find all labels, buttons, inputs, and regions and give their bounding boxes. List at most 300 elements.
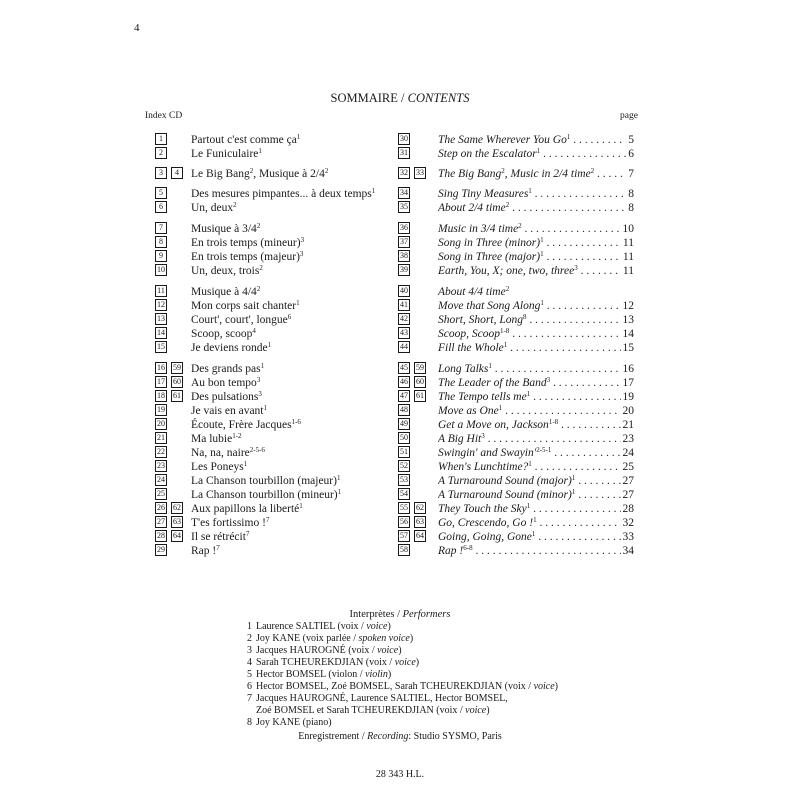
toc-entry-fr	[155, 167, 385, 182]
entry-title	[191, 264, 263, 279]
entry-title	[191, 313, 291, 328]
entry-title	[191, 474, 340, 489]
cd-track-box: 38	[400, 251, 408, 261]
title-text: Musique à 3/4	[191, 223, 257, 235]
entry-title	[191, 544, 220, 559]
toc-entry-fr	[155, 516, 385, 531]
cd-track-box: 27	[157, 517, 165, 527]
page-ref: 17	[622, 377, 634, 389]
entry-title	[438, 250, 634, 265]
entry-title	[191, 502, 303, 517]
toc-entry-fr	[155, 404, 385, 419]
toc-entry-en	[398, 376, 634, 391]
page-ref: 25	[622, 461, 634, 473]
page-ref: 20	[622, 405, 634, 417]
page-ref: 11	[622, 265, 634, 277]
performer-text: Zoé BOMSEL et Sarah TCHEUREKDJIAN (voix /	[256, 705, 466, 716]
cd-track-box: 25	[157, 489, 165, 499]
performer-end: )	[415, 657, 420, 668]
performer-ref: 2	[259, 264, 263, 272]
performer-line	[247, 705, 490, 717]
performer-number: 7	[247, 693, 252, 704]
cd-track-box: 57	[400, 531, 408, 541]
page-ref: 7	[628, 168, 634, 180]
title-text: Le Funiculaire	[191, 148, 259, 160]
toc-entry-fr	[155, 201, 385, 216]
toc-entry-fr	[155, 133, 385, 148]
cd-track-box: 31	[400, 148, 408, 158]
performer-ref: 1	[571, 488, 576, 496]
page-ref: 24	[622, 447, 634, 459]
entry-title	[438, 187, 634, 202]
page-ref: 12	[622, 300, 634, 312]
cd-track-box: 7	[155, 222, 167, 234]
page-ref: 15	[622, 342, 634, 354]
toc-entry-en	[398, 530, 634, 545]
page-ref: 23	[622, 433, 634, 445]
performer-role-en: voice	[377, 645, 399, 656]
performer-ref: 1-2	[232, 432, 242, 440]
performer-ref: 1	[296, 299, 300, 307]
toc-entry-fr	[155, 264, 385, 279]
performer-end: )	[554, 681, 559, 692]
title-text: The Same Wherever You Go	[438, 134, 567, 146]
toc-entry-en	[398, 299, 634, 314]
toc-entry-fr	[155, 530, 385, 545]
entry-title	[438, 390, 634, 405]
performer-ref: 1	[503, 341, 508, 349]
performer-ref: 2	[256, 285, 261, 293]
title-text: Rap !	[438, 545, 464, 557]
title-text: Je vais en avant	[191, 405, 264, 417]
title-text: Les Poneys	[191, 461, 244, 473]
cd-track-box: 50	[400, 433, 408, 443]
cd-track-box: 1	[155, 133, 167, 145]
performer-ref: 1	[336, 474, 341, 482]
page-ref: 8	[628, 188, 634, 200]
toc-entry-fr	[155, 147, 385, 162]
cd-track-box: 35	[400, 202, 408, 212]
performer-line	[247, 717, 332, 729]
toc-entry-en	[398, 327, 634, 342]
title-en: CONTENTS	[407, 91, 470, 105]
performer-line	[247, 657, 419, 669]
title-text: Il se rétrécit	[191, 531, 246, 543]
title-text: About 4/4 time	[438, 286, 506, 298]
page-ref: 13	[622, 314, 634, 326]
page-ref: 5	[628, 134, 634, 146]
cd-track-box: 32	[400, 168, 408, 178]
performer-ref: 1	[536, 147, 541, 155]
title-text: The Leader of the Band	[438, 377, 547, 389]
entry-title	[191, 285, 260, 300]
cd-track-box: 63	[173, 517, 181, 527]
cd-track-box: 2	[155, 147, 167, 159]
title-text: Go, Crescendo, Go !	[438, 517, 534, 529]
performer-line	[247, 621, 391, 633]
performer-line	[247, 669, 391, 681]
title-text: Move as One	[438, 405, 499, 417]
performer-ref: 3	[300, 236, 305, 244]
cd-track-box: 59	[173, 363, 181, 373]
cd-track-box: 30	[400, 134, 408, 144]
cd-track-box: 54	[400, 489, 408, 499]
page-ref: 34	[622, 545, 634, 557]
toc-entry-fr	[155, 187, 385, 202]
toc-entry-en	[398, 446, 634, 461]
title-text: Music in 3/4 time	[438, 223, 519, 235]
performer-ref: 1	[528, 187, 532, 195]
performer-end: )	[486, 705, 490, 716]
cd-track-box: 12	[157, 300, 165, 310]
performer-end: )	[387, 669, 392, 680]
entry-title	[191, 432, 242, 447]
entry-title	[438, 488, 634, 503]
performer-ref: 1	[571, 474, 576, 482]
toc-entry-fr	[155, 488, 385, 503]
performer-role-en: voice	[465, 705, 487, 716]
cd-track-box: 56	[400, 517, 408, 527]
performer-role-en: violin	[365, 669, 388, 680]
toc-entry-en	[398, 404, 634, 419]
toc-entry-fr	[155, 285, 385, 300]
title-text: La Chanson tourbillon (mineur)	[191, 489, 338, 501]
entry-title	[191, 236, 304, 251]
performers-title-en: Performers	[402, 609, 451, 620]
toc-entry-fr	[155, 474, 385, 489]
toc-entry-en	[398, 236, 634, 251]
page-ref: 32	[622, 517, 634, 529]
title-text: Move that Song Along	[438, 300, 541, 312]
entry-title	[191, 327, 256, 342]
performer-ref: 1	[337, 488, 342, 496]
performer-ref: 1	[528, 460, 532, 468]
cd-track-box: 24	[157, 475, 165, 485]
title-text: Au bon tempo	[191, 377, 257, 389]
cd-track-box: 48	[400, 405, 408, 415]
performer-number: 4	[247, 657, 252, 668]
title-text: Scoop, Scoop	[438, 328, 500, 340]
performer-ref: 3	[574, 264, 578, 272]
title-text: The Tempo tells me	[438, 391, 527, 403]
page-ref: 27	[622, 475, 634, 487]
cd-track-box: 10	[157, 265, 165, 275]
recording-credit	[0, 731, 800, 742]
toc-entry-fr	[155, 250, 385, 265]
performer-role-en: spoken voice	[358, 633, 410, 644]
performer-ref: 1	[526, 390, 531, 398]
performer-line	[247, 681, 558, 693]
cd-track-box: 63	[416, 517, 424, 527]
entry-title	[438, 446, 634, 461]
performer-ref: 4	[252, 327, 256, 335]
performer-ref: 6-8	[463, 544, 473, 552]
performer-end: )	[398, 645, 402, 656]
performer-ref: 1	[526, 502, 531, 510]
performer-ref: 1	[540, 299, 544, 307]
performer-ref: 2	[249, 167, 254, 175]
cd-track-box: 58	[400, 545, 408, 555]
cd-track-box: 4	[171, 167, 183, 179]
cd-track-box: 49	[400, 419, 408, 429]
toc-entry-en	[398, 187, 634, 202]
toc-entry-fr	[155, 299, 385, 314]
title-text: A Big Hit	[438, 433, 482, 445]
performer-ref: 1	[498, 404, 503, 412]
entry-title	[191, 250, 303, 265]
page-number: 4	[134, 22, 140, 34]
cd-track-box: 43	[400, 328, 408, 338]
entry-title	[438, 133, 634, 148]
cd-track-box: 11	[155, 285, 167, 297]
title-text: Des pulsations	[191, 391, 259, 403]
toc-entry-en	[398, 460, 634, 475]
performer-end: )	[409, 633, 414, 644]
toc-entry-en	[398, 222, 634, 237]
cd-track-box: 41	[400, 300, 408, 310]
title-text: Swingin' and Swayin'	[438, 447, 537, 459]
performer-ref: 2	[518, 222, 522, 230]
title-text: Step on the Escalator	[438, 148, 537, 160]
entry-title	[438, 404, 634, 419]
toc-entry-en	[398, 341, 634, 356]
cd-track-box: 60	[416, 377, 424, 387]
title-text: Des grands pas	[191, 363, 261, 375]
toc-entry-fr	[155, 362, 385, 377]
entry-title	[438, 376, 634, 391]
cd-track-box: 21	[157, 433, 165, 443]
performer-ref: 7	[265, 516, 270, 524]
performers-title	[0, 609, 800, 620]
performer-ref: 3	[546, 376, 551, 384]
toc-entry-fr	[155, 236, 385, 251]
performer-ref: 3	[258, 390, 262, 398]
title-text: A Turnaround Sound (major)	[438, 475, 572, 487]
performer-ref: 2	[501, 167, 505, 175]
entry-title	[191, 376, 260, 391]
recording-post: : Studio SYSMO, Paris	[408, 731, 502, 742]
entry-title	[191, 222, 260, 237]
cd-track-box: 23	[157, 461, 165, 471]
cd-track-box: 45	[400, 363, 408, 373]
entry-title	[438, 530, 634, 545]
performer-number: 3	[247, 645, 252, 656]
title-text: When's Lunchtime?	[438, 461, 529, 473]
performer-role-en: voice	[533, 681, 555, 692]
title-text: Ma lubie	[191, 433, 233, 445]
performer-ref: 7	[216, 544, 220, 552]
page-ref: 10	[622, 223, 634, 235]
cd-track-box: 8	[155, 236, 167, 248]
performer-ref: 1-8	[548, 418, 559, 426]
recording-pre: Enregistrement /	[298, 731, 368, 742]
title-text: Écoute, Frère Jacques	[191, 419, 292, 431]
title-text: Musique à 4/4	[191, 286, 257, 298]
entry-title	[191, 147, 262, 162]
performer-number: 5	[247, 669, 252, 680]
page-ref: 11	[622, 251, 634, 263]
title-text: En trois temps (majeur)	[191, 251, 300, 263]
page-ref: 6	[628, 148, 634, 160]
entry-title	[191, 460, 247, 475]
performer-text: Jacques HAUROGNÉ, Laurence SALTIEL, Hector BOMSEL,	[256, 693, 508, 704]
title-text: Na, na, naire	[191, 447, 250, 459]
entry-title	[191, 187, 375, 202]
toc-entry-en	[398, 488, 634, 503]
performer-ref: 1	[260, 362, 265, 370]
cd-track-box: 60	[173, 377, 181, 387]
title-text: A Turnaround Sound (minor)	[438, 489, 572, 501]
cd-track-box: 62	[416, 503, 424, 513]
toc-entry-en	[398, 390, 634, 405]
toc-entry-en	[398, 502, 634, 517]
title-text: Long Talks	[438, 363, 489, 375]
cd-track-box: 13	[157, 314, 165, 324]
toc-entry-fr	[155, 222, 385, 237]
performer-text: Hector BOMSEL (violon /	[256, 669, 366, 680]
performer-ref: 2	[505, 201, 510, 209]
page-ref: 16	[622, 363, 634, 375]
performer-text: Jacques HAUROGNÉ (voix /	[256, 645, 378, 656]
toc-entry-en	[398, 201, 634, 216]
title-text: Mon corps sait chanter	[191, 300, 297, 312]
performer-ref: 1	[267, 341, 272, 349]
title-text: Song in Three (minor)	[438, 237, 541, 249]
page-ref: 33	[622, 531, 634, 543]
recording-italic: Recording	[367, 731, 409, 742]
cd-track-box: 64	[173, 531, 181, 541]
cd-track-box: 64	[416, 531, 424, 541]
page-ref: 8	[628, 202, 634, 214]
cd-track-box: 28	[157, 531, 165, 541]
performer-ref-2: 2	[324, 167, 329, 175]
cd-track-box: 40	[400, 286, 408, 296]
entry-title	[438, 313, 634, 328]
contents-title	[0, 91, 800, 106]
toc-entry-en	[398, 432, 634, 447]
entry-title	[438, 236, 634, 251]
page-column-label: page	[620, 111, 638, 121]
title-text: Song in Three (major)	[438, 251, 541, 263]
title-text: Le Big Bang	[191, 168, 250, 180]
cd-track-box: 5	[155, 187, 167, 199]
title-text: Partout c'est comme ça	[191, 134, 297, 146]
toc-entry-fr	[155, 341, 385, 356]
performer-ref: 7	[245, 530, 250, 538]
entry-title	[191, 362, 264, 377]
cd-track-box: 47	[400, 391, 408, 401]
toc-entry-en	[398, 474, 634, 489]
toc-entry-fr	[155, 327, 385, 342]
performer-ref: 1	[258, 147, 262, 155]
performer-ref: 2-5-1	[536, 446, 552, 454]
cd-track-box: 17	[157, 377, 165, 387]
performer-number: 8	[247, 717, 252, 728]
performer-ref: 1	[566, 133, 571, 141]
toc-entry-en	[398, 516, 634, 531]
performer-ref: 3	[256, 376, 261, 384]
entry-title	[191, 404, 267, 419]
page-ref: 14	[622, 328, 634, 340]
index-cd-label: Index CD	[145, 111, 183, 121]
toc-entry-fr	[155, 502, 385, 517]
toc-entry-fr	[155, 390, 385, 405]
cd-track-box: 55	[400, 503, 408, 513]
page-ref: 21	[622, 419, 634, 431]
entry-title	[438, 327, 634, 342]
entry-title	[438, 544, 634, 559]
entry-title	[191, 418, 301, 433]
cd-track-box: 18	[157, 391, 165, 401]
performer-ref: 3	[481, 432, 485, 440]
cd-track-box: 42	[400, 314, 408, 324]
page-ref: 11	[622, 237, 634, 249]
toc-entry-en	[398, 133, 634, 148]
cd-track-box: 59	[416, 363, 424, 373]
performer-line	[247, 693, 508, 705]
performer-ref: 6	[287, 313, 292, 321]
title-text: Un, deux, trois	[191, 265, 260, 277]
cd-track-box: 52	[400, 461, 408, 471]
title-text: About 2/4 time	[438, 202, 506, 214]
cd-track-box: 20	[157, 419, 165, 429]
title-text: La Chanson tourbillon (majeur)	[191, 475, 337, 487]
performer-number: 2	[247, 633, 252, 644]
entry-title	[191, 530, 249, 545]
entry-title	[191, 133, 300, 148]
performer-role-en: voice	[366, 621, 388, 632]
performer-number: 6	[247, 681, 252, 692]
toc-entry-en	[398, 167, 634, 182]
entry-title	[191, 299, 300, 314]
title-text: Court', court', longue	[191, 314, 288, 326]
toc-entry-fr	[155, 446, 385, 461]
page-ref: 27	[622, 489, 634, 501]
title-text: Des mesures pimpantes... à deux temps	[191, 188, 372, 200]
performer-text: Joy KANE (piano)	[256, 717, 332, 728]
performer-ref: 2-5-6	[249, 446, 265, 454]
cd-track-box: 37	[400, 237, 408, 247]
title-text-2: , Musique à 2/4	[253, 168, 325, 180]
performer-line	[247, 645, 402, 657]
cd-track-box: 34	[400, 188, 408, 198]
performer-ref: 1	[299, 502, 303, 510]
entry-title	[438, 502, 634, 517]
title-fr: SOMMAIRE /	[330, 91, 408, 105]
entry-title	[438, 341, 634, 356]
toc-entry-fr	[155, 432, 385, 447]
performer-text: Sarah TCHEUREKDJIAN (voix /	[256, 657, 395, 668]
cd-track-box: 36	[400, 223, 408, 233]
entry-title	[438, 285, 509, 300]
entry-title	[191, 516, 269, 531]
cd-track-box: 46	[400, 377, 408, 387]
title-text: Un, deux	[191, 202, 234, 214]
performer-ref: 1-8	[499, 327, 510, 335]
entry-title	[191, 341, 271, 356]
cd-track-box: 26	[157, 503, 165, 513]
performer-text: Hector BOMSEL, Zoé BOMSEL, Sarah TCHEUREKDJIAN (voix /	[256, 681, 534, 692]
cd-track-box: 62	[173, 503, 181, 513]
toc-entry-fr	[155, 376, 385, 391]
cd-track-box: 33	[416, 168, 424, 178]
performer-line	[247, 633, 413, 645]
performer-role-en: voice	[394, 657, 416, 668]
page-ref: 19	[622, 391, 634, 403]
performer-ref: 2	[256, 222, 261, 230]
title-text: Fill the Whole	[438, 342, 504, 354]
cd-track-box: 39	[400, 265, 408, 275]
